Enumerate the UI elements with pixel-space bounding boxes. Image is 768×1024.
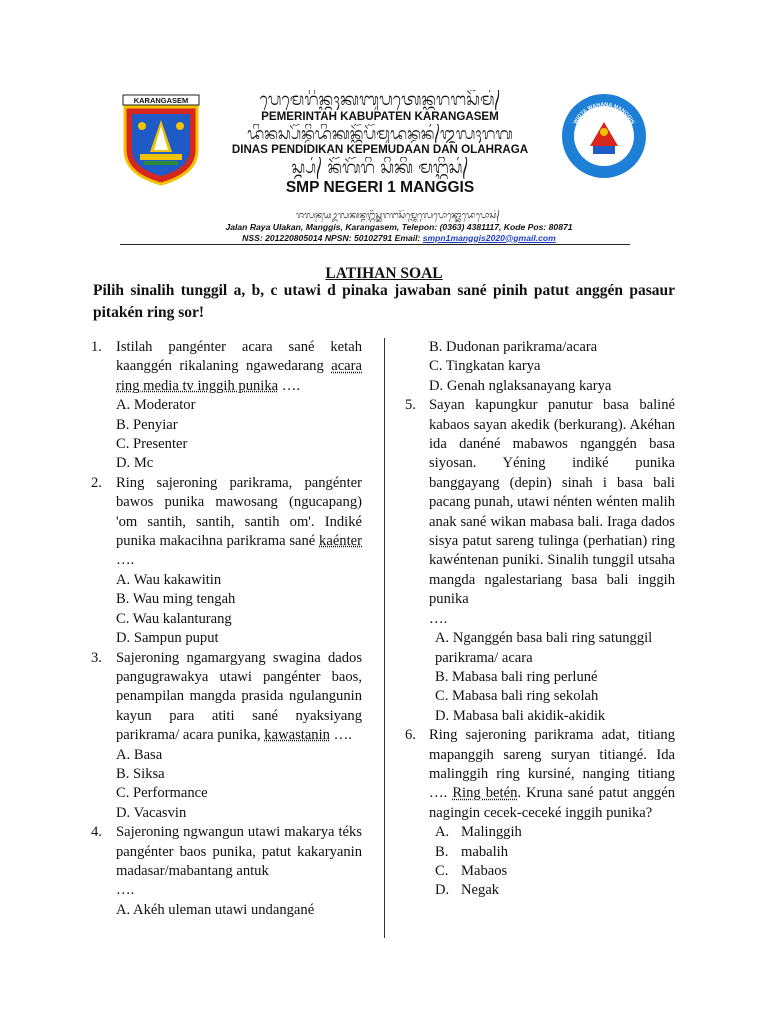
question-dots: …. — [116, 882, 135, 899]
question-text: Sajeroning ngwangun utawi makarya téks pangénter baos punika, patut kakaryanin madasar/mabantang antuk — [116, 824, 362, 879]
option-b: B. Wau ming tengah — [116, 591, 236, 608]
balinese-address: ᬚᬮᬦ᭄ᬭᬬᬉᬮᬓᬦ᭄ᬫᬗ᭄ᬕᬶᬲ᭄ᬓᬭᬗᬲᭂᬫ᭄ᬢᬾᬮᬾᬧᭀᬦ᭄ᬓᭀᬤᬾᬧᭀᬲ᭄ — [296, 211, 500, 221]
question-number: 6. — [405, 727, 416, 744]
school-name: SMP NEGERI 1 MANGGIS — [285, 179, 475, 196]
option-a: A. Nganggén basa bali ring satunggil parikrama/ acara — [435, 630, 653, 666]
question-text: Sayan kapungkur panutur basa baliné kabaos sayan akedik (berkurang). Akéhan ida danéné mabawos nganggén basa siyosan. Yéning indiké punika banggayang (depin) sinah i basa bali pacang punah, utawi nénten wénten malih anak sané wikan mabasa bali. Iraga dados sisya patut sareng tulinga (perhatian) ring kawéntenan puniki. Sinalih tunggil utsaha mangda ngalestariang basa bali inggih punika — [429, 397, 675, 608]
address-line: Jalan Raya Ulakan, Manggis, Karangasem, Telepon: (0363) 4381117, Kode Pos: 80871 — [225, 222, 573, 232]
question-dots: …. — [429, 610, 448, 627]
letterhead-divider — [120, 244, 630, 245]
option-d: D. Mc — [116, 455, 154, 472]
option-a: A. Akéh uleman utawi undangané — [116, 901, 315, 918]
option-c: C. Presenter — [116, 436, 188, 453]
instruction-text: Pilih sinalih tunggil a, b, c utawi d pinaka jawaban sané pinih patut anggén pasaur pitakén ring sor! — [93, 282, 675, 321]
column-divider — [384, 338, 385, 938]
question-number: 1. — [91, 339, 102, 355]
right-column — [405, 338, 675, 901]
school-logo — [560, 92, 648, 180]
option-a: A. Malinggih — [435, 824, 522, 841]
government-name: PEMERINTAH KABUPATEN KARANGASEM — [261, 110, 499, 123]
letterhead — [88, 88, 636, 248]
option-d: D. Mabasa bali akidik-akidik — [435, 707, 606, 724]
option-b: B. Siksa — [116, 765, 165, 782]
option-d: D. Genah nglaksanayang karya — [429, 377, 612, 394]
question-number: 2. — [91, 474, 102, 491]
option-c: C. Wau kalanturang — [116, 610, 232, 627]
question-6 — [405, 726, 675, 823]
identity-line — [184, 233, 614, 244]
question-5 — [405, 396, 675, 609]
balinese-script-line: ᬲ᭄ᬫ᭄ᬧ᭄ ᬦᭂᬕᭂᬭᬶ ᬲᬶᬓᬶ ᬫᬗ᭄ᬕᬶᬲ᭄ — [291, 158, 469, 178]
option-c: C. Tingkatan karya — [429, 358, 541, 375]
question-text: Ring sajeroning parikrama, pangénter bawos punika mawosang (ngucapang) 'om santih, santih, santih om'. Indiké punika makacihna parikrama sané kaénter …. — [116, 474, 362, 569]
logo-right-text: WIDYA WAHANA MANGGIS — [572, 101, 636, 126]
question-text: Sajeroning ngamargyang swagina dados pangugrawakya utawi pangénter baos, penampilan mangda prasida ngulangunin kayun para atiti sané nyaksiyang parikrama/ acara punika, kawastanin …. — [116, 649, 362, 744]
question-number: 3. — [91, 649, 102, 666]
question-4 — [88, 823, 362, 881]
option-a: A. Basa — [116, 746, 163, 763]
option-a: A. Wau kakawitin — [116, 571, 222, 588]
question-number: 4. — [91, 824, 102, 841]
question-2 — [88, 474, 362, 571]
question-1 — [88, 338, 362, 396]
karangasem-logo — [122, 94, 200, 186]
option-b: B. Penyiar — [116, 416, 178, 433]
letterhead-center — [200, 90, 560, 197]
balinese-script-line: ᬧᬾᬫᬾᬭᬶᬦ᭄ᬢᬄᬓᬩᬸᬧᬢᬾᬦ᭄ᬓᬭᬗᬲᭂᬫ᭄ — [259, 90, 501, 110]
school-address — [184, 222, 614, 243]
logo-left-text: KARANGASEM — [133, 96, 189, 105]
option-b: B. Dudonan parikrama/acara — [429, 339, 598, 355]
question-text: Ring sajeroning parikrama adat, titiang mapanggih sareng suryan titiangé. Ida malinggih ring kursiné, nanging titiang …. Ring betén. Kruna sané patut anggén nagingin cecek-ceceké inggih punika? — [429, 727, 676, 821]
option-c: C. Mabaos — [435, 862, 508, 879]
option-b: B. mabalih — [435, 843, 509, 860]
option-a: A. Moderator — [116, 397, 196, 414]
option-c: C. Performance — [116, 785, 208, 802]
option-c: C. Mabasa bali ring sekolah — [435, 688, 599, 705]
department-name: DINAS PENDIDIKAN KEPEMUDAAN DAN OLAHRAGA — [231, 143, 529, 156]
question-number: 5. — [405, 397, 416, 414]
email-link[interactable]: smpn1manggis2020@gmail.com — [422, 232, 556, 243]
left-column — [88, 338, 362, 920]
option-d: D. Vacasvin — [116, 804, 187, 821]
option-d: D. Sampun puput — [116, 630, 219, 647]
nss-npsn-text: NSS: 201220805014 NPSN: 50102791 Email: — [242, 232, 423, 243]
question-3 — [88, 649, 362, 746]
balinese-script-line: ᬤᬶᬦᬲ᭄ᬧᭂᬦ᭄ᬤᬶᬤᬶᬓᬦ᭄ᬓᭂᬧᭂᬫᬸᬤᬦ᭄ᬤᬦ᭄ᬑᬮᬄᬭᬕ — [247, 124, 513, 143]
page-title: LATIHAN SOAL — [325, 265, 443, 282]
option-b: B. Mabasa bali ring perluné — [435, 668, 598, 685]
option-d: D. Negak — [435, 882, 500, 899]
question-text: Istilah pangénter acara sané ketah kaanggén rikalaning ngawedarang acara ring media tv inggih punika …. — [116, 339, 362, 394]
